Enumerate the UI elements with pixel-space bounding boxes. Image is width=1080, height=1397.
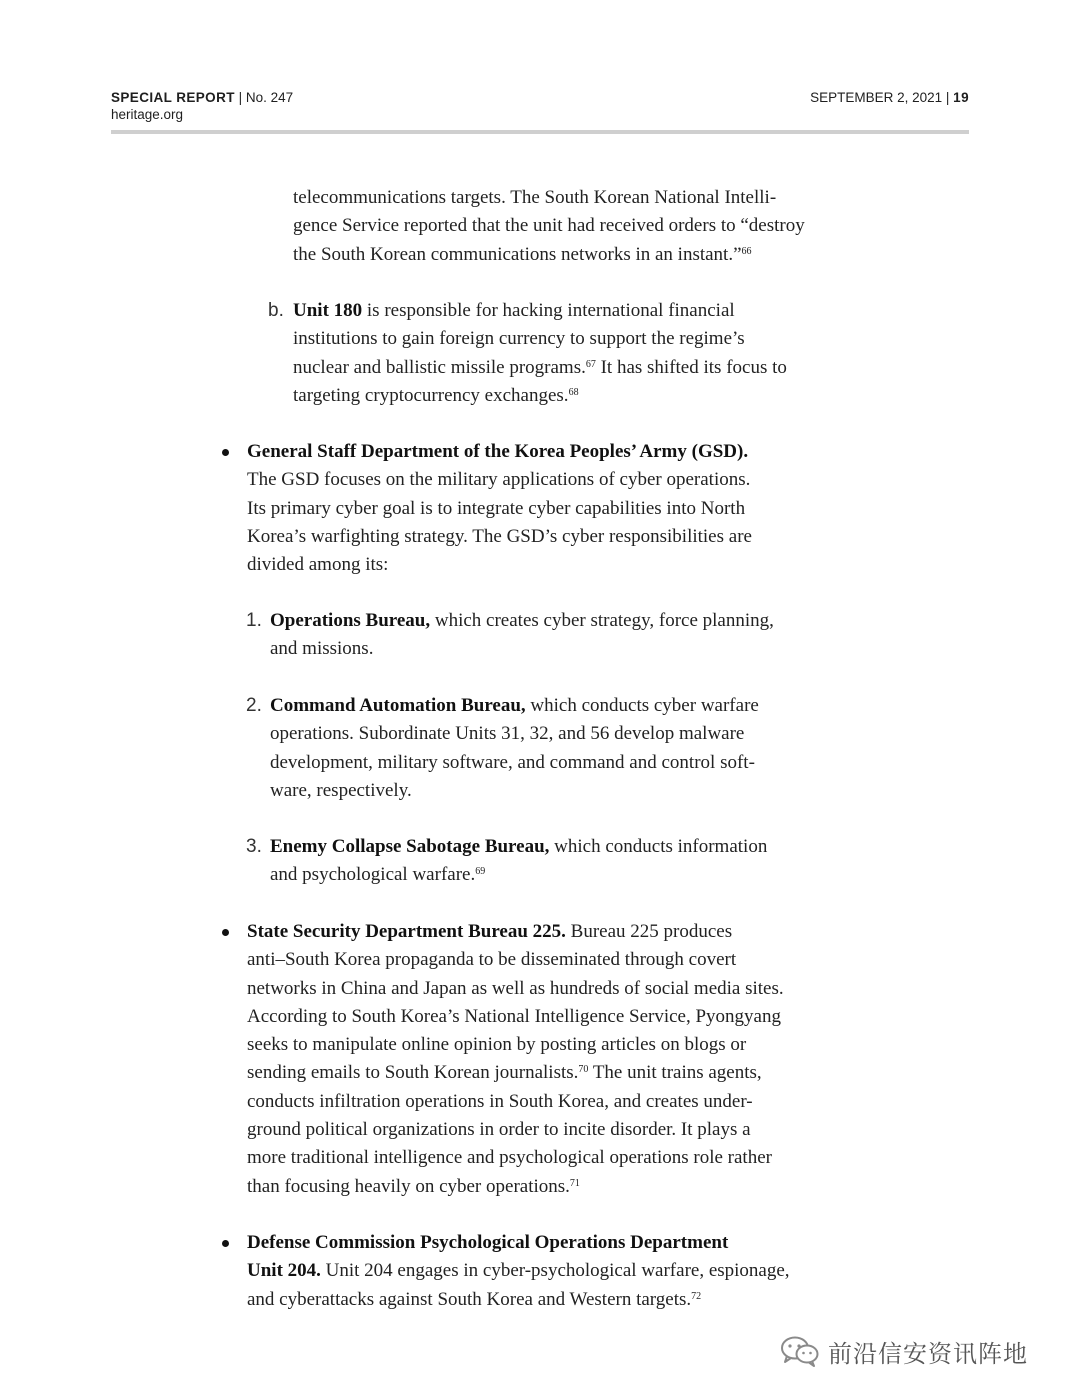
text-line: Korea’s warfighting strategy. The GSD’s cyber responsibilities are — [247, 525, 752, 547]
header-rule — [111, 130, 969, 134]
operations-bureau-heading: Operations Bureau, — [270, 610, 431, 631]
text-span: Unit 204 engages in cyber-psychological warfare, espionage, — [320, 1260, 790, 1282]
text-line: anti–South Korea propaganda to be disseminated through covert — [247, 949, 737, 971]
text-line: development, military software, and command and control soft- — [270, 751, 755, 773]
bullet-unit-204 — [247, 1229, 790, 1314]
text-span: and psychological warfare. — [270, 864, 476, 886]
list-item-enemy-collapse-bureau — [270, 833, 767, 890]
text-line: According to South Korea’s National Intelligence Service, Pyongyang — [247, 1005, 781, 1027]
footnote-ref[interactable]: 70 — [578, 1064, 589, 1076]
text-span: the South Korean communications networks in an instant.” — [293, 243, 742, 265]
watermark-text: 前沿信安资讯阵地 — [828, 1339, 1028, 1368]
list-marker-1: 1. — [246, 610, 262, 631]
header-separator-right: | — [942, 90, 954, 105]
text-line: telecommunications targets. The South Korean National Intelli- — [293, 187, 777, 208]
text-span: It has shifted its focus to — [595, 356, 787, 378]
text-line: seeks to manipulate online opinion by posting articles on blogs or — [247, 1034, 747, 1056]
ssd-heading: State Security Department Bureau 225. — [247, 921, 566, 942]
text-span: sending emails to South Korean journalists. — [247, 1062, 579, 1084]
text-line: networks in China and Japan as well as hundreds of social media sites. — [247, 977, 784, 999]
text-span: is responsible for hacking international financial — [362, 300, 735, 321]
footnote-ref[interactable]: 72 — [691, 1290, 702, 1302]
text-line — [247, 1173, 784, 1201]
text-line — [293, 297, 787, 325]
footnote-ref[interactable]: 66 — [741, 245, 752, 257]
unit-204-heading-cont: Unit 204. — [247, 1260, 321, 1282]
text-line — [247, 1286, 790, 1314]
text-span: targeting cryptocurrency exchanges. — [293, 384, 569, 406]
text-span: which conducts information — [549, 836, 768, 857]
text-span: The unit trains agents, — [588, 1062, 762, 1084]
list-marker-b: b. — [268, 300, 284, 321]
bullet-gsd — [247, 438, 752, 579]
date-page-info — [810, 89, 969, 106]
text-span: which conducts cyber warfare — [525, 695, 759, 716]
text-line — [270, 861, 767, 889]
text-line — [270, 692, 759, 720]
unit-180-heading: Unit 180 — [293, 300, 363, 321]
text-line — [270, 607, 774, 635]
bullet-dot — [222, 929, 229, 936]
list-marker-2: 2. — [246, 695, 262, 716]
text-line: more traditional intelligence and psychological operations role rather — [247, 1147, 772, 1169]
footnote-ref[interactable]: 69 — [475, 866, 486, 878]
text-line — [293, 354, 787, 382]
page-number: 19 — [953, 90, 969, 105]
report-info — [111, 89, 293, 123]
text-line: gence Service reported that the unit had received orders to “destroy — [293, 215, 805, 237]
text-line — [293, 241, 805, 269]
list-item-command-automation-bureau — [270, 692, 759, 805]
text-line: conducts infiltration operations in South Korea, and creates under- — [247, 1090, 753, 1112]
text-line — [270, 833, 767, 861]
text-line — [247, 918, 784, 946]
text-line: ware, respectively. — [270, 779, 412, 801]
enemy-collapse-heading: Enemy Collapse Sabotage Bureau, — [270, 836, 550, 857]
footnote-ref[interactable]: 71 — [569, 1177, 580, 1189]
gsd-heading: General Staff Department of the Korea Peoples’ Army (GSD). — [247, 441, 749, 462]
report-date: SEPTEMBER 2, 2021 — [810, 90, 943, 105]
unit-204-heading: Defense Commission Psychological Operations Department — [247, 1232, 729, 1253]
header-separator: | — [234, 90, 246, 105]
text-line — [247, 1257, 790, 1285]
footnote-ref[interactable]: 68 — [568, 386, 579, 398]
text-span: than focusing heavily on cyber operations. — [247, 1175, 570, 1197]
bullet-ssd-bureau-225 — [247, 918, 784, 1201]
list-item-operations-bureau — [270, 607, 774, 664]
text-span: and cyberattacks against South Korea and Western targets. — [247, 1288, 692, 1310]
site-link[interactable]: heritage.org — [111, 107, 184, 122]
intro-paragraph — [293, 184, 805, 269]
wechat-watermark — [780, 1333, 1028, 1369]
bullet-dot — [222, 449, 229, 456]
list-item-unit-180 — [293, 297, 787, 410]
text-line: operations. Subordinate Units 31, 32, and 56 develop malware — [270, 723, 745, 745]
report-label: SPECIAL REPORT — [111, 90, 235, 105]
text-line: and missions. — [270, 638, 374, 660]
bullet-dot — [222, 1240, 229, 1247]
text-line — [247, 1059, 784, 1087]
report-number: No. 247 — [245, 90, 294, 105]
command-automation-heading: Command Automation Bureau, — [270, 695, 526, 716]
page-header — [111, 89, 969, 135]
text-line — [293, 382, 787, 410]
list-marker-3: 3. — [246, 836, 262, 857]
footnote-ref[interactable]: 67 — [585, 358, 596, 370]
text-span: nuclear and ballistic missile programs. — [293, 356, 586, 378]
text-line: divided among its: — [247, 554, 389, 576]
text-span: Bureau 225 produces — [565, 921, 733, 942]
text-line: ground political organizations in order to incite disorder. It plays a — [247, 1119, 751, 1141]
wechat-icon — [780, 1335, 820, 1367]
text-line: institutions to gain foreign currency to support the regime’s — [293, 328, 745, 350]
text-span: which creates cyber strategy, force planning, — [430, 610, 774, 631]
text-line: Its primary cyber goal is to integrate cyber capabilities into North — [247, 497, 746, 519]
text-line: The GSD focuses on the military applications of cyber operations. — [247, 469, 751, 491]
